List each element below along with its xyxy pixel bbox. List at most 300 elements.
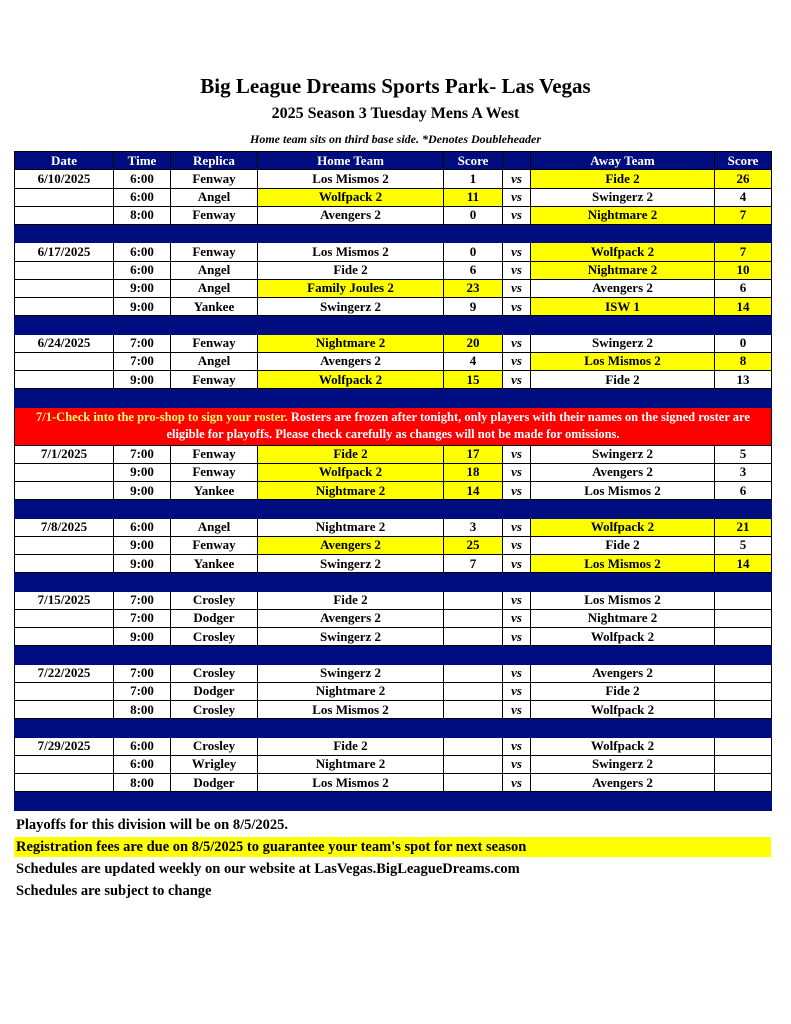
separator-cell xyxy=(114,719,171,737)
home-team: Los Mismos 2 xyxy=(258,774,444,792)
separator-cell xyxy=(503,719,531,737)
separator-cell xyxy=(114,316,171,334)
separator-cell xyxy=(503,389,531,407)
game-field: Wrigley xyxy=(171,755,258,773)
game-field: Dodger xyxy=(171,774,258,792)
separator-cell xyxy=(531,792,715,810)
roster-notice-row xyxy=(15,407,772,445)
game-time: 9:00 xyxy=(114,463,171,481)
vs-label: vs xyxy=(503,536,531,554)
game-time: 9:00 xyxy=(114,482,171,500)
roster-notice-text: Rosters are frozen after tonight, only players with their names on the signed roster are eligible for playoffs. Please check carefully as changes will not be made for omissions. xyxy=(166,410,750,441)
game-date xyxy=(15,206,114,224)
table-row xyxy=(15,774,772,792)
away-score xyxy=(715,774,772,792)
table-row xyxy=(15,664,772,682)
separator-cell xyxy=(171,389,258,407)
separator-cell xyxy=(15,316,114,334)
playoffs-note: Playoffs for this division will be on 8/5/2025. xyxy=(16,817,289,833)
away-score xyxy=(715,609,772,627)
home-team-note: Home team sits on third base side. *Denotes Doubleheader xyxy=(250,132,541,146)
website-note: Schedules are updated weekly on our website at LasVegas.BigLeagueDreams.com xyxy=(16,861,520,877)
game-field: Fenway xyxy=(171,334,258,352)
away-score: 26 xyxy=(715,170,772,188)
game-time: 9:00 xyxy=(114,371,171,389)
home-score xyxy=(444,755,503,773)
vs-label: vs xyxy=(503,463,531,481)
away-score xyxy=(715,755,772,773)
week-separator xyxy=(15,389,772,407)
vs-label: vs xyxy=(503,591,531,609)
away-score xyxy=(715,737,772,755)
separator-cell xyxy=(15,573,114,591)
away-team: Swingerz 2 xyxy=(531,445,715,463)
away-team: Avengers 2 xyxy=(531,664,715,682)
game-field: Angel xyxy=(171,518,258,536)
vs-label: vs xyxy=(503,298,531,316)
game-field: Fenway xyxy=(171,243,258,261)
table-row xyxy=(15,737,772,755)
home-team: Nightmare 2 xyxy=(258,682,444,700)
game-date xyxy=(15,682,114,700)
away-team: Nightmare 2 xyxy=(531,206,715,224)
home-team: Avengers 2 xyxy=(258,352,444,370)
vs-label: vs xyxy=(503,334,531,352)
page-subtitle: 2025 Season 3 Tuesday Mens A West xyxy=(271,105,520,122)
game-time: 6:00 xyxy=(114,518,171,536)
away-team: Wolfpack 2 xyxy=(531,518,715,536)
game-date xyxy=(15,279,114,297)
col-away-score-header: Score xyxy=(715,152,772,170)
away-score xyxy=(715,682,772,700)
separator-cell xyxy=(15,719,114,737)
col-replica-header: Replica xyxy=(171,152,258,170)
game-date xyxy=(15,628,114,646)
game-field: Fenway xyxy=(171,445,258,463)
header-row xyxy=(15,152,772,170)
home-team: Avengers 2 xyxy=(258,206,444,224)
week-separator xyxy=(15,792,772,810)
separator-cell xyxy=(15,225,114,243)
home-score: 17 xyxy=(444,445,503,463)
game-date: 6/17/2025 xyxy=(15,243,114,261)
away-team: Avengers 2 xyxy=(531,463,715,481)
vs-label: vs xyxy=(503,701,531,719)
home-team: Nightmare 2 xyxy=(258,482,444,500)
home-team: Fide 2 xyxy=(258,445,444,463)
away-score: 5 xyxy=(715,445,772,463)
home-team: Swingerz 2 xyxy=(258,628,444,646)
game-time: 7:00 xyxy=(114,664,171,682)
game-time: 9:00 xyxy=(114,555,171,573)
game-date: 6/10/2025 xyxy=(15,170,114,188)
separator-cell xyxy=(715,792,772,810)
separator-cell xyxy=(531,719,715,737)
table-row xyxy=(15,463,772,481)
home-score: 3 xyxy=(444,518,503,536)
separator-cell xyxy=(15,646,114,664)
vs-label: vs xyxy=(503,170,531,188)
away-team: Wolfpack 2 xyxy=(531,701,715,719)
vs-label: vs xyxy=(503,482,531,500)
table-row xyxy=(15,188,772,206)
home-score xyxy=(444,701,503,719)
home-score: 1 xyxy=(444,170,503,188)
game-field: Yankee xyxy=(171,555,258,573)
away-team: Los Mismos 2 xyxy=(531,555,715,573)
roster-notice-lead: 7/1-Check into the pro-shop to sign your roster. xyxy=(36,410,288,424)
separator-cell xyxy=(114,792,171,810)
col-home-score-header: Score xyxy=(444,152,503,170)
away-score: 7 xyxy=(715,206,772,224)
game-date: 6/24/2025 xyxy=(15,334,114,352)
table-row xyxy=(15,518,772,536)
vs-label: vs xyxy=(503,518,531,536)
col-date-header: Date xyxy=(15,152,114,170)
separator-cell xyxy=(258,500,444,518)
separator-cell xyxy=(114,389,171,407)
away-score: 0 xyxy=(715,334,772,352)
game-field: Yankee xyxy=(171,482,258,500)
separator-cell xyxy=(444,646,503,664)
table-row xyxy=(15,609,772,627)
away-score: 7 xyxy=(715,243,772,261)
home-team: Fide 2 xyxy=(258,737,444,755)
table-row xyxy=(15,682,772,700)
col-away-team-header: Away Team xyxy=(531,152,715,170)
game-time: 8:00 xyxy=(114,701,171,719)
vs-label: vs xyxy=(503,352,531,370)
separator-cell xyxy=(715,389,772,407)
away-team: Wolfpack 2 xyxy=(531,628,715,646)
game-date xyxy=(15,371,114,389)
away-team: Fide 2 xyxy=(531,682,715,700)
vs-label: vs xyxy=(503,371,531,389)
vs-label: vs xyxy=(503,609,531,627)
game-date: 7/22/2025 xyxy=(15,664,114,682)
home-score: 7 xyxy=(444,555,503,573)
page-title: Big League Dreams Sports Park- Las Vegas xyxy=(200,74,591,98)
vs-label: vs xyxy=(503,628,531,646)
week-separator xyxy=(15,573,772,591)
game-date: 7/1/2025 xyxy=(15,445,114,463)
home-score: 25 xyxy=(444,536,503,554)
separator-cell xyxy=(171,316,258,334)
game-time: 6:00 xyxy=(114,755,171,773)
game-time: 7:00 xyxy=(114,334,171,352)
game-time: 7:00 xyxy=(114,352,171,370)
table-row xyxy=(15,591,772,609)
table-row xyxy=(15,279,772,297)
away-team: Fide 2 xyxy=(531,371,715,389)
home-team: Los Mismos 2 xyxy=(258,701,444,719)
away-team: Avengers 2 xyxy=(531,774,715,792)
home-score: 6 xyxy=(444,261,503,279)
away-team: Los Mismos 2 xyxy=(531,591,715,609)
table-row xyxy=(15,555,772,573)
away-score: 4 xyxy=(715,188,772,206)
separator-cell xyxy=(531,389,715,407)
separator-cell xyxy=(531,500,715,518)
separator-cell xyxy=(715,719,772,737)
home-team: Swingerz 2 xyxy=(258,298,444,316)
separator-cell xyxy=(531,316,715,334)
separator-cell xyxy=(503,646,531,664)
home-team: Wolfpack 2 xyxy=(258,463,444,481)
home-score xyxy=(444,609,503,627)
home-score: 14 xyxy=(444,482,503,500)
home-score: 4 xyxy=(444,352,503,370)
game-date xyxy=(15,261,114,279)
home-score xyxy=(444,774,503,792)
separator-cell xyxy=(715,573,772,591)
game-field: Dodger xyxy=(171,682,258,700)
table-row xyxy=(15,334,772,352)
away-team: Avengers 2 xyxy=(531,279,715,297)
game-field: Angel xyxy=(171,352,258,370)
home-team: Nightmare 2 xyxy=(258,755,444,773)
separator-cell xyxy=(114,646,171,664)
game-date xyxy=(15,482,114,500)
separator-cell xyxy=(531,225,715,243)
away-score xyxy=(715,664,772,682)
game-date xyxy=(15,609,114,627)
away-score: 3 xyxy=(715,463,772,481)
game-time: 9:00 xyxy=(114,536,171,554)
away-team: Swingerz 2 xyxy=(531,755,715,773)
home-team: Los Mismos 2 xyxy=(258,170,444,188)
week-separator xyxy=(15,500,772,518)
vs-label: vs xyxy=(503,737,531,755)
away-team: Los Mismos 2 xyxy=(531,482,715,500)
home-team: Los Mismos 2 xyxy=(258,243,444,261)
home-score: 15 xyxy=(444,371,503,389)
game-time: 8:00 xyxy=(114,774,171,792)
table-row xyxy=(15,243,772,261)
separator-cell xyxy=(503,573,531,591)
away-score: 14 xyxy=(715,555,772,573)
game-date xyxy=(15,463,114,481)
away-score xyxy=(715,628,772,646)
vs-label: vs xyxy=(503,243,531,261)
vs-label: vs xyxy=(503,279,531,297)
game-time: 6:00 xyxy=(114,261,171,279)
game-field: Crosley xyxy=(171,737,258,755)
away-score: 5 xyxy=(715,536,772,554)
game-field: Crosley xyxy=(171,628,258,646)
game-date xyxy=(15,555,114,573)
separator-cell xyxy=(258,792,444,810)
vs-label: vs xyxy=(503,755,531,773)
game-time: 8:00 xyxy=(114,206,171,224)
separator-cell xyxy=(258,719,444,737)
away-team: Wolfpack 2 xyxy=(531,737,715,755)
game-date xyxy=(15,774,114,792)
roster-notice xyxy=(15,407,772,445)
home-score xyxy=(444,737,503,755)
separator-cell xyxy=(258,646,444,664)
vs-label: vs xyxy=(503,555,531,573)
table-row xyxy=(15,628,772,646)
separator-cell xyxy=(114,225,171,243)
col-time-header: Time xyxy=(114,152,171,170)
away-team: Swingerz 2 xyxy=(531,334,715,352)
separator-cell xyxy=(15,792,114,810)
separator-cell xyxy=(715,646,772,664)
separator-cell xyxy=(444,573,503,591)
home-team: Swingerz 2 xyxy=(258,555,444,573)
schedule-table xyxy=(14,151,772,811)
away-score: 21 xyxy=(715,518,772,536)
table-row xyxy=(15,352,772,370)
table-row xyxy=(15,445,772,463)
separator-cell xyxy=(258,389,444,407)
game-time: 7:00 xyxy=(114,609,171,627)
game-date xyxy=(15,352,114,370)
away-score: 8 xyxy=(715,352,772,370)
game-time: 7:00 xyxy=(114,445,171,463)
vs-label: vs xyxy=(503,188,531,206)
away-score: 13 xyxy=(715,371,772,389)
game-field: Dodger xyxy=(171,609,258,627)
home-score xyxy=(444,591,503,609)
game-field: Fenway xyxy=(171,371,258,389)
home-score: 0 xyxy=(444,206,503,224)
separator-cell xyxy=(444,316,503,334)
week-separator xyxy=(15,646,772,664)
away-team: Nightmare 2 xyxy=(531,609,715,627)
game-date: 7/15/2025 xyxy=(15,591,114,609)
home-team: Swingerz 2 xyxy=(258,664,444,682)
home-team: Nightmare 2 xyxy=(258,334,444,352)
game-date xyxy=(15,755,114,773)
table-row xyxy=(15,371,772,389)
home-score xyxy=(444,628,503,646)
vs-label: vs xyxy=(503,261,531,279)
separator-cell xyxy=(171,719,258,737)
separator-cell xyxy=(258,316,444,334)
game-date xyxy=(15,536,114,554)
separator-cell xyxy=(171,573,258,591)
separator-cell xyxy=(444,792,503,810)
home-score xyxy=(444,664,503,682)
home-team: Family Joules 2 xyxy=(258,279,444,297)
separator-cell xyxy=(171,500,258,518)
table-row xyxy=(15,261,772,279)
home-score: 9 xyxy=(444,298,503,316)
separator-cell xyxy=(715,500,772,518)
game-time: 9:00 xyxy=(114,298,171,316)
away-team: Fide 2 xyxy=(531,536,715,554)
separator-cell xyxy=(171,646,258,664)
separator-cell xyxy=(444,225,503,243)
home-score: 23 xyxy=(444,279,503,297)
separator-cell xyxy=(503,792,531,810)
away-score: 10 xyxy=(715,261,772,279)
separator-cell xyxy=(114,573,171,591)
game-field: Fenway xyxy=(171,206,258,224)
separator-cell xyxy=(258,573,444,591)
away-score xyxy=(715,701,772,719)
away-team: Wolfpack 2 xyxy=(531,243,715,261)
table-row xyxy=(15,755,772,773)
game-date: 7/29/2025 xyxy=(15,737,114,755)
separator-cell xyxy=(15,389,114,407)
separator-cell xyxy=(503,225,531,243)
game-date: 7/8/2025 xyxy=(15,518,114,536)
registration-note: Registration fees are due on 8/5/2025 to guarantee your team's spot for next season xyxy=(14,837,771,857)
separator-cell xyxy=(503,500,531,518)
home-score: 11 xyxy=(444,188,503,206)
game-field: Fenway xyxy=(171,170,258,188)
game-field: Angel xyxy=(171,188,258,206)
separator-cell xyxy=(444,719,503,737)
separator-cell xyxy=(531,573,715,591)
away-score: 6 xyxy=(715,482,772,500)
away-score: 6 xyxy=(715,279,772,297)
away-score: 14 xyxy=(715,298,772,316)
home-score: 18 xyxy=(444,463,503,481)
separator-cell xyxy=(444,389,503,407)
home-score xyxy=(444,682,503,700)
separator-cell xyxy=(171,225,258,243)
home-score: 20 xyxy=(444,334,503,352)
game-time: 9:00 xyxy=(114,628,171,646)
week-separator xyxy=(15,316,772,334)
week-separator xyxy=(15,719,772,737)
game-time: 6:00 xyxy=(114,170,171,188)
away-team: Los Mismos 2 xyxy=(531,352,715,370)
home-team: Fide 2 xyxy=(258,591,444,609)
vs-label: vs xyxy=(503,445,531,463)
game-time: 6:00 xyxy=(114,188,171,206)
separator-cell xyxy=(531,646,715,664)
game-time: 6:00 xyxy=(114,243,171,261)
game-field: Crosley xyxy=(171,664,258,682)
vs-label: vs xyxy=(503,664,531,682)
away-team: Fide 2 xyxy=(531,170,715,188)
table-row xyxy=(15,170,772,188)
home-score: 0 xyxy=(444,243,503,261)
away-score xyxy=(715,591,772,609)
game-time: 6:00 xyxy=(114,737,171,755)
home-team: Wolfpack 2 xyxy=(258,188,444,206)
col-vs-header xyxy=(503,152,531,170)
game-time: 9:00 xyxy=(114,279,171,297)
table-row xyxy=(15,206,772,224)
separator-cell xyxy=(114,500,171,518)
game-field: Fenway xyxy=(171,463,258,481)
table-row xyxy=(15,701,772,719)
home-team: Avengers 2 xyxy=(258,536,444,554)
home-team: Wolfpack 2 xyxy=(258,371,444,389)
game-field: Crosley xyxy=(171,701,258,719)
table-row xyxy=(15,298,772,316)
table-row xyxy=(15,536,772,554)
away-team: ISW 1 xyxy=(531,298,715,316)
game-date xyxy=(15,701,114,719)
separator-cell xyxy=(444,500,503,518)
subject-to-change-note: Schedules are subject to change xyxy=(16,883,212,899)
vs-label: vs xyxy=(503,206,531,224)
game-field: Fenway xyxy=(171,536,258,554)
week-separator xyxy=(15,225,772,243)
game-field: Angel xyxy=(171,279,258,297)
separator-cell xyxy=(258,225,444,243)
game-field: Angel xyxy=(171,261,258,279)
away-team: Swingerz 2 xyxy=(531,188,715,206)
col-home-team-header: Home Team xyxy=(258,152,444,170)
